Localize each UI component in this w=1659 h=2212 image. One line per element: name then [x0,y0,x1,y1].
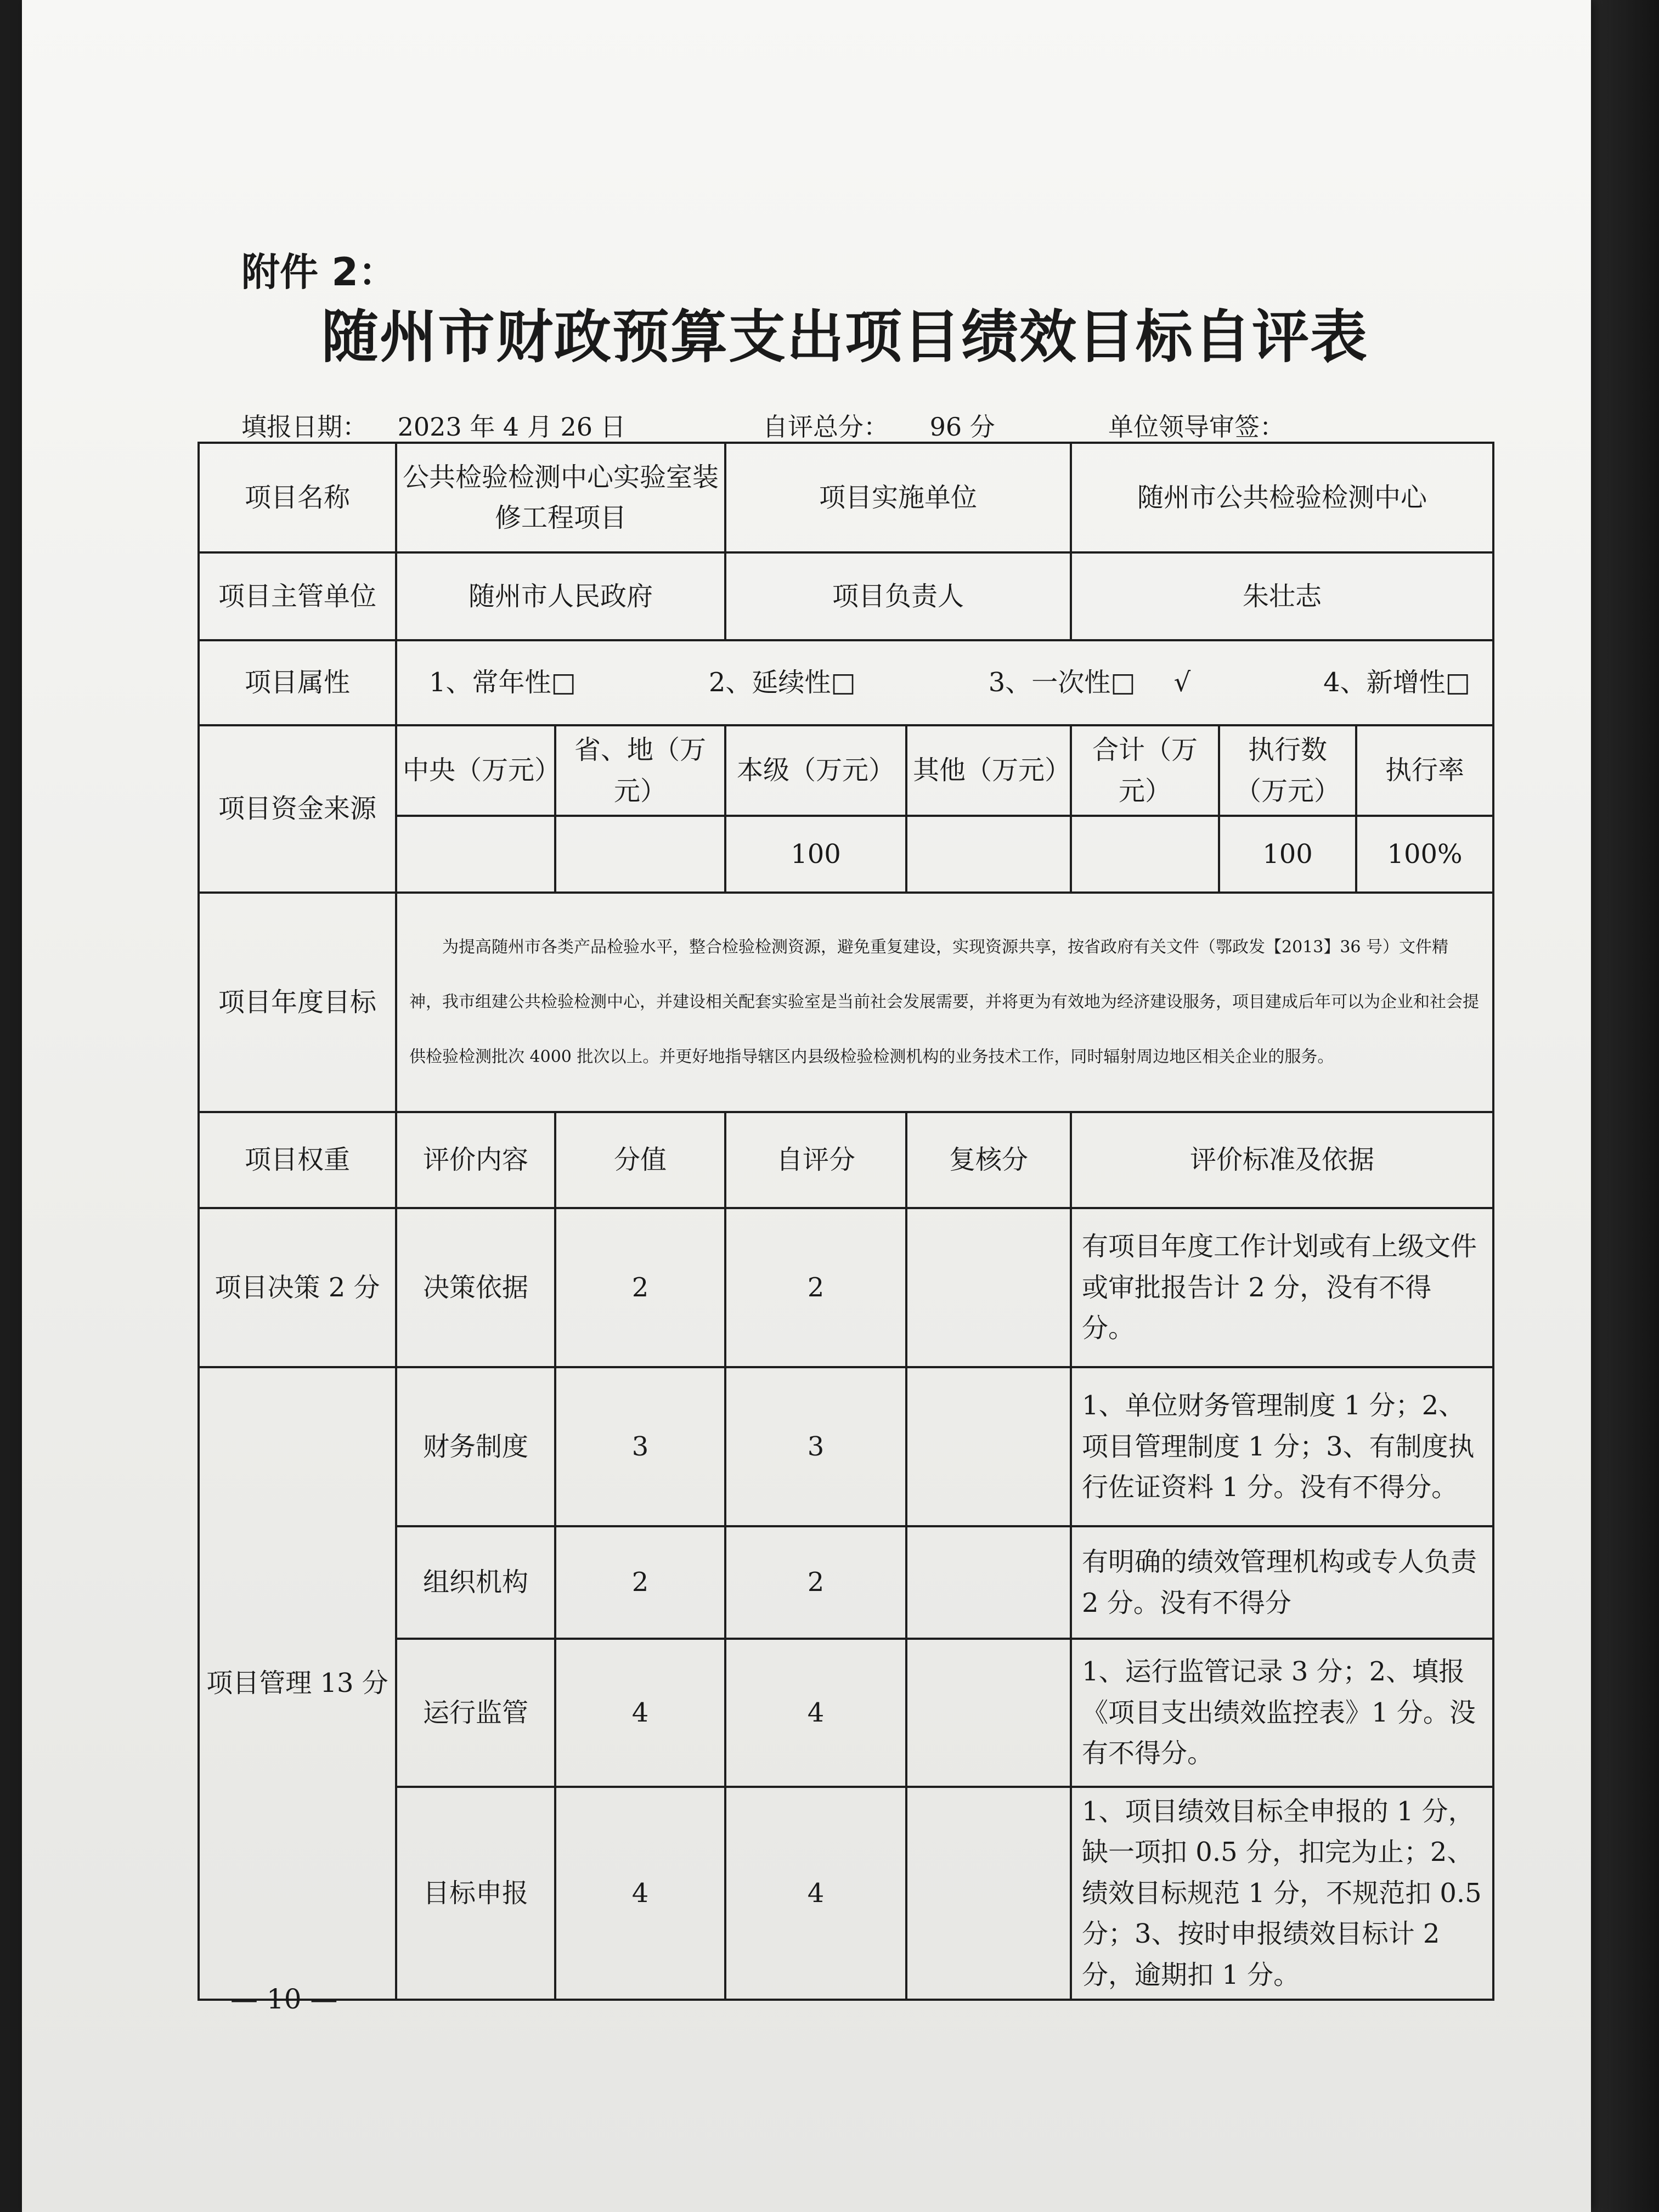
eval-header-criteria: 评价标准及依据 [1071,1112,1493,1208]
criteria-cell: 1、单位财务管理制度 1 分；2、项目管理制度 1 分；3、有制度执行佐证资料 1 分。没有不得分。 [1071,1367,1493,1526]
attr-label: 项目属性 [199,640,396,725]
review-score-cell [906,1787,1071,2000]
self-score-cell: 3 [725,1367,906,1526]
row-annual-goal [199,893,1493,1112]
evaluation-table [198,442,1494,2001]
eval-header-score: 分值 [555,1112,725,1208]
criteria-cell: 1、项目绩效目标全申报的 1 分，缺一项扣 0.5 分，扣完为止；2、绩效目标规范 1 分，不规范扣 0.5 分；3、按时申报绩效目标计 2 分，逾期扣 1 分。 [1071,1787,1493,2000]
review-score-cell [906,1367,1071,1526]
funding-col-local: 本级（万元） [725,725,906,816]
content-cell: 财务制度 [396,1367,555,1526]
criteria-cell: 有项目年度工作计划或有上级文件或审批报告计 2 分，没有不得分。 [1071,1208,1493,1367]
desk-background [1580,0,1659,2212]
score-cell: 3 [555,1367,725,1526]
eval-header-content: 评价内容 [396,1112,555,1208]
weight-decision: 项目决策 2 分 [199,1208,396,1367]
content-cell: 目标申报 [396,1787,555,2000]
self-total-value: 96 分 [929,412,995,442]
funding-val-executed: 100 [1219,816,1356,893]
review-score-cell [906,1639,1071,1787]
project-name-label: 项目名称 [199,443,396,552]
attr-option-4: 4、新增性□ [1323,667,1471,698]
review-score-cell [906,1208,1071,1367]
funding-col-province: 省、地（万元） [555,725,725,816]
self-total [763,407,995,443]
leader-value: 朱壮志 [1071,552,1493,640]
funding-val-province [555,816,725,893]
eval-header-self: 自评分 [725,1112,906,1208]
supervisor-value: 随州市人民政府 [396,552,725,640]
eval-header-review: 复核分 [906,1112,1071,1208]
attr-option-3: 3、一次性□ √ [988,667,1191,698]
row-project-name [199,443,1493,552]
funding-val-central [396,816,555,893]
page-number: — 10 — [230,1983,338,2015]
eval-header-weight: 项目权重 [199,1112,396,1208]
funding-val-other [906,816,1071,893]
attr-options [396,640,1493,725]
leader-label: 项目负责人 [725,552,1071,640]
goal-text: 为提高随州市各类产品检验水平，整合检验检测资源，避免重复建设，实现资源共享，按省政府有关文件（鄂政发【2013】36 号）文件精神，我市组建公共检验检测中心，并建设相关配套实验室是当前社会发展需要，并将更为有效地为经济建设服务，项目建成后年可以为企业和社会提供检验检测批次 4000 批次以上。并更好地指导辖区内县级检验检测机构的业务技术工作，同时辐射周边地区相关企业的服务。 [396,893,1493,1112]
funding-col-total: 合计（万元） [1071,725,1219,816]
row-attributes [199,640,1493,725]
table-row [199,1208,1493,1367]
funding-label: 项目资金来源 [199,725,396,893]
fill-date [241,407,626,443]
row-eval-header [199,1112,1493,1208]
score-cell: 4 [555,1639,725,1787]
score-cell: 4 [555,1787,725,2000]
funding-val-local: 100 [725,816,906,893]
criteria-cell: 有明确的绩效管理机构或专人负责 2 分。没有不得分 [1071,1526,1493,1639]
document-page [22,0,1591,2212]
document-title: 随州市财政预算支出项目绩效目标自评表 [321,303,1368,370]
self-score-cell: 2 [725,1526,906,1639]
impl-unit-value: 随州市公共检验检测中心 [1071,443,1493,552]
funding-col-rate: 执行率 [1356,725,1493,816]
attr-option-1: 1、常年性□ [429,667,576,698]
funding-col-other: 其他（万元） [906,725,1071,816]
funding-col-executed: 执行数（万元） [1219,725,1356,816]
supervisor-label: 项目主管单位 [199,552,396,640]
weight-management: 项目管理 13 分 [199,1367,396,2000]
leader-signoff-label: 单位领导审签： [1108,412,1285,442]
score-cell: 2 [555,1208,725,1367]
funding-val-total [1071,816,1219,893]
fill-date-value: 2023 年 4 月 26 日 [397,412,626,442]
funding-val-rate: 100% [1356,816,1493,893]
impl-unit-label: 项目实施单位 [725,443,1071,552]
content-cell: 决策依据 [396,1208,555,1367]
content-cell: 组织机构 [396,1526,555,1639]
fill-date-label: 填报日期： [241,412,368,442]
row-supervisor [199,552,1493,640]
attachment-label: 附件 2： [241,250,397,295]
criteria-cell: 1、运行监管记录 3 分；2、填报《项目支出绩效监控表》1 分。没有不得分。 [1071,1639,1493,1787]
table-row [199,1367,1493,1526]
self-score-cell: 2 [725,1208,906,1367]
attr-option-2: 2、延续性□ [708,667,856,698]
self-score-cell: 4 [725,1787,906,2000]
funding-col-central: 中央（万元） [396,725,555,816]
content-cell: 运行监管 [396,1639,555,1787]
goal-label: 项目年度目标 [199,893,396,1112]
check-mark: √ [1173,667,1191,698]
review-score-cell [906,1526,1071,1639]
self-score-cell: 4 [725,1639,906,1787]
score-cell: 2 [555,1526,725,1639]
project-name-value: 公共检验检测中心实验室装修工程项目 [396,443,725,552]
self-total-label: 自评总分： [763,412,889,442]
row-funding-header [199,725,1493,816]
